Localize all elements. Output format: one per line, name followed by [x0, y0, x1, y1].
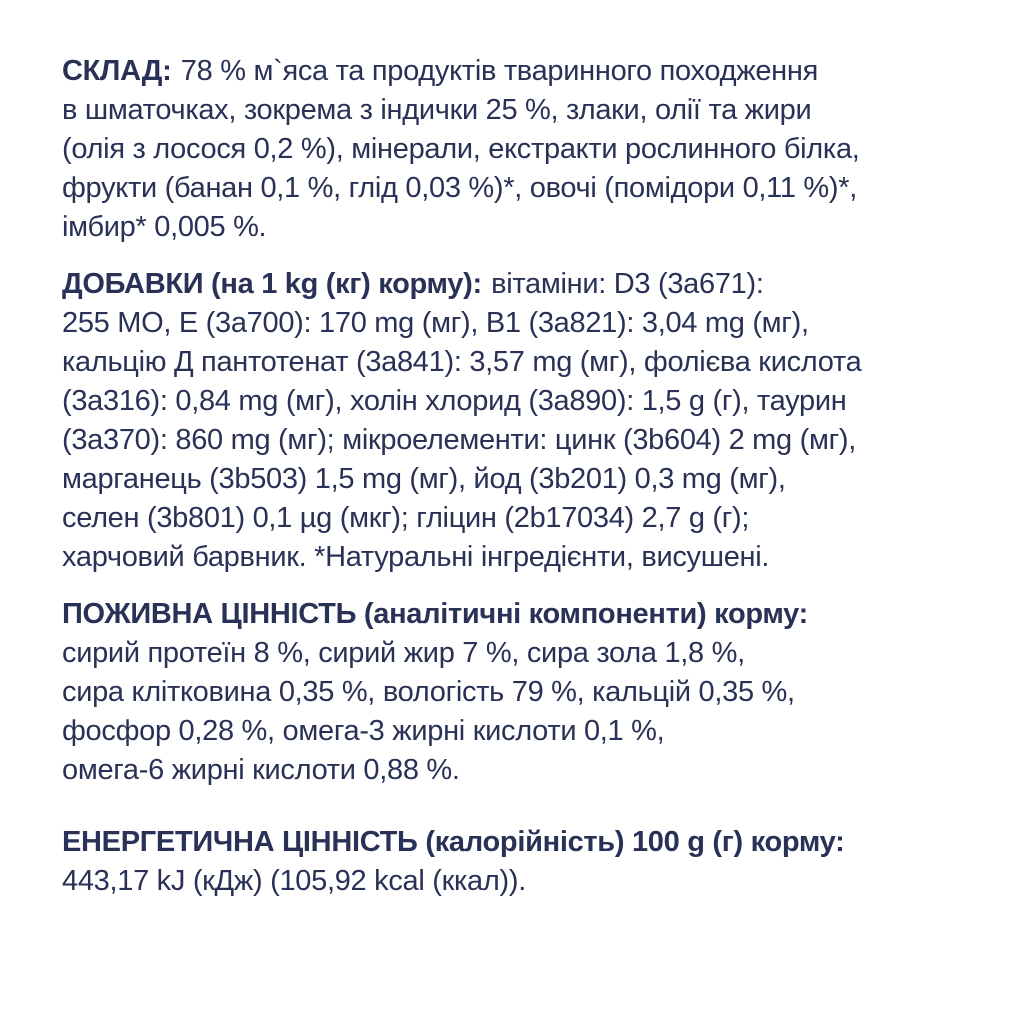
additives-line: (3а370): 860 mg (мг); мікроелементи: цинк (3b604) 2 mg (мг),: [62, 424, 857, 456]
nutritional-value-section: [62, 595, 984, 790]
additives-line: харчовий барвник. *Натуральні інгредієнти, висушені.: [62, 541, 770, 573]
composition-line: в шматочках, зокрема з індички 25 %, злаки, олії та жири: [62, 94, 812, 126]
composition-line: 78 % м`яса та продуктів тваринного походження: [180, 55, 818, 87]
composition-section: [62, 52, 984, 247]
nutritional-value-line: сира клітковина 0,35 %, вологість 79 %, кальцій 0,35 %,: [62, 676, 795, 708]
additives-heading: ДОБАВКИ (на 1 kg (кг) корму):: [62, 268, 482, 300]
energy-value-line: 443,17 kJ (кДж) (105,92 kcal (ккал)).: [62, 865, 526, 897]
additives-line: кальцію Д пантотенат (3а841): 3,57 mg (мг), фолієва кислота: [62, 346, 862, 378]
additives-line: (3а316): 0,84 mg (мг), холін хлорид (3а890): 1,5 g (г), таурин: [62, 385, 847, 417]
nutritional-value-line: омега-6 жирні кислоти 0,88 %.: [62, 754, 460, 786]
composition-line: фрукти (банан 0,1 %, глід 0,03 %)*, овочі (помідори 0,11 %)*,: [62, 172, 858, 204]
additives-section: [62, 265, 984, 577]
nutritional-value-line: фосфор 0,28 %, омега-3 жирні кислоти 0,1 %,: [62, 715, 665, 747]
energy-value-section: [62, 823, 984, 901]
composition-line: імбир* 0,005 %.: [62, 211, 267, 243]
text-line: [62, 265, 984, 304]
composition-line: (олія з лосося 0,2 %), мінерали, екстракти рослинного білка,: [62, 133, 860, 165]
nutritional-value-heading: ПОЖИВНА ЦІННІСТЬ (аналітичні компоненти) корму:: [62, 598, 808, 630]
text-line: [62, 52, 984, 91]
composition-heading: СКЛАД:: [62, 55, 172, 87]
additives-line: 255 МО, Е (3а700): 170 mg (мг), В1 (3а821): 3,04 mg (мг),: [62, 307, 809, 339]
nutritional-value-line: сирий протеїн 8 %, сирий жир 7 %, сира зола 1,8 %,: [62, 637, 745, 669]
energy-value-heading: ЕНЕРГЕТИЧНА ЦІННІСТЬ (калорійність) 100 g (г) корму:: [62, 826, 845, 858]
additives-line: вітаміни: D3 (3а671):: [491, 268, 764, 300]
additives-line: марганець (3b503) 1,5 mg (мг), йод (3b201) 0,3 mg (мг),: [62, 463, 786, 495]
additives-line: селен (3b801) 0,1 µg (мкг); гліцин (2b17034) 2,7 g (г);: [62, 502, 750, 534]
